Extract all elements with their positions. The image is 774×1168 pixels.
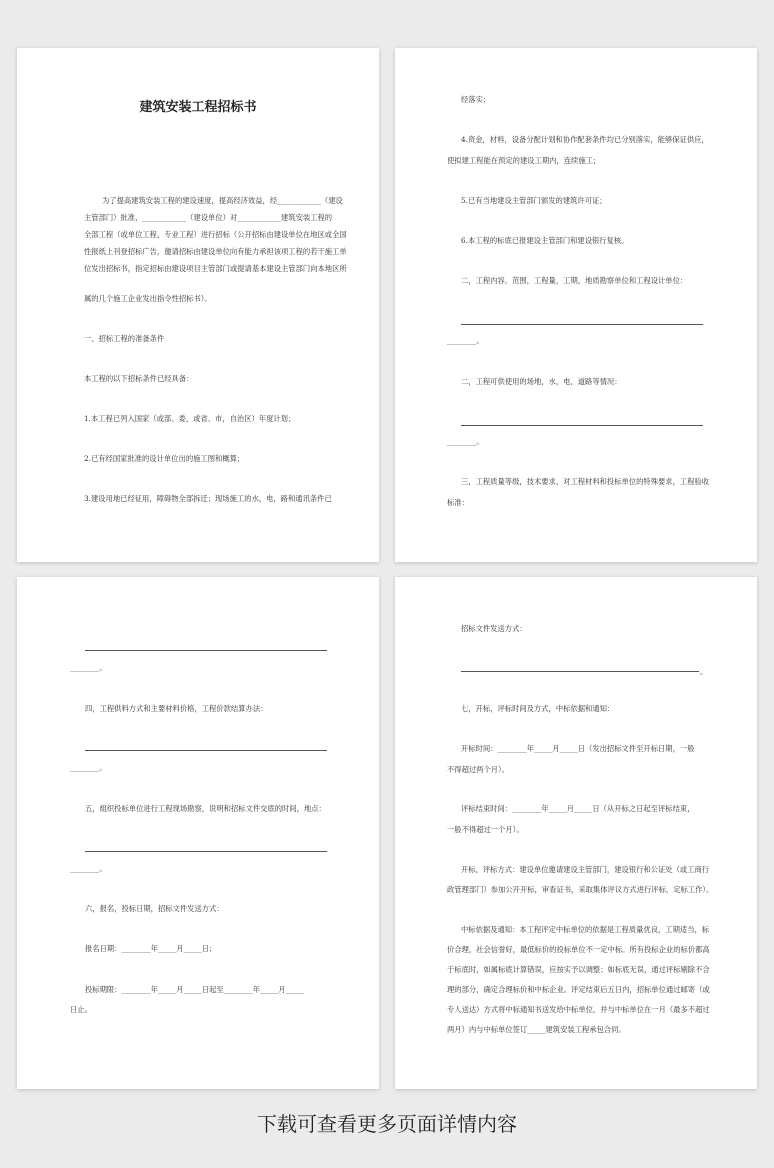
paragraph-line: 经落实； bbox=[461, 95, 491, 104]
paragraph-line: 评标结束时间：________年_____月_____日（从开标之日起至评标结束， bbox=[461, 804, 695, 813]
blank-line-end: ________。 bbox=[70, 864, 107, 873]
section-heading: 六，报名，投标日期，招标文件发送方式： bbox=[85, 904, 224, 913]
paragraph-line: 主管部门）批准，____________（建设单位）对____________建筑安装工程的 bbox=[84, 213, 333, 222]
signup-date: 报名日期：________年_____月_____日； bbox=[85, 944, 217, 953]
paragraph-line: 招标文件发送方式： bbox=[461, 624, 527, 633]
document-page-4 bbox=[395, 577, 757, 1089]
blank-line bbox=[461, 671, 699, 672]
download-more-link[interactable]: 下载可查看更多页面详情内容 bbox=[257, 1112, 517, 1136]
paragraph-line: 一般不得超过一个月）。 bbox=[447, 825, 524, 834]
blank-line bbox=[85, 750, 327, 751]
paragraph-line: 两月）内与中标单位签订_____建筑安装工程承包合同。 bbox=[447, 1025, 626, 1034]
blank-line bbox=[461, 425, 703, 426]
section-heading: 一、招标工程的准备条件 bbox=[84, 334, 165, 343]
list-item: 6.本工程的标底已报建设主管部门和建设银行复核。 bbox=[461, 236, 629, 245]
paragraph-line: 理的部分，确定合理标价和中标企业。评定结束后五日内，招标单位通过邮寄（或 bbox=[447, 985, 710, 994]
paragraph-line: 全部工程（或单位工程，专业工程）进行招标（公开招标由建设单位在地区或全国 bbox=[84, 230, 347, 239]
paragraph-line: 中标依据及通知：本工程评定中标单位的依据是工程质量优良，工期适当，标 bbox=[461, 925, 710, 934]
list-item: 1.本工程已列入国家（或部、委，或省、市，自治区）年度计划； bbox=[84, 414, 296, 423]
paragraph-line: 开标时间：________年_____月_____日（发出招标文件至开标日期，一般 bbox=[461, 744, 695, 753]
paragraph-line: 价合理，社会信誉好，最低标价的投标单位不一定中标。所有投标企业的标价都高 bbox=[447, 945, 710, 954]
section-heading: 二，工程可供使用的场地，水，电，道路等情况： bbox=[461, 377, 622, 386]
paragraph-line: 政管理部门）参加公开开标，审查证书，采取集体评议方式进行评标，定标工作）。 bbox=[447, 885, 714, 894]
blank-line bbox=[461, 324, 703, 325]
list-item: 4.资金，材料，设备分配计划和协作配套条件均已分别落实，能够保证供应， bbox=[461, 135, 709, 144]
paragraph-line: 于标底时，如属标底计算错误，应按实予以调整；如标底无误，通过评标剔除不合 bbox=[447, 965, 710, 974]
section-heading: 四，工程供料方式和主要材料价格，工程价款结算办法： bbox=[85, 704, 268, 713]
paragraph-line: 开标，评标方式：建设单位邀请建设主管部门，建设银行和公证处（或工商行 bbox=[461, 865, 710, 874]
paragraph-line: 本工程的以下招标条件已经具备： bbox=[84, 374, 194, 383]
list-item: 使拟建工程能在预定的建设工期内，连续施工； bbox=[447, 156, 601, 165]
document-page-2 bbox=[395, 48, 757, 562]
blank-line-end: ________。 bbox=[70, 663, 107, 672]
blank-line-end: ________。 bbox=[70, 763, 107, 772]
list-item: 3.建设用地已经征用，障碍物全部拆迁；现场施工的水，电，路和通讯条件已 bbox=[84, 494, 332, 503]
bid-period: 日止。 bbox=[70, 1005, 92, 1014]
paragraph-line: 性报纸上刊登招标广告，邀请招标由建设单位向有能力承担该项工程的若干施工单 bbox=[84, 247, 347, 256]
blank-line-end: ________。 bbox=[447, 336, 484, 345]
paragraph-line: 专人送达）方式将中标通知书送发给中标单位，并与中标单位在一月（最多不超过 bbox=[447, 1005, 710, 1014]
bid-period: 投标期限：________年_____月_____日起至________年_____月_____ bbox=[85, 985, 304, 994]
list-item: 5.已有当地建设主管部门颁发的建筑许可证； bbox=[461, 196, 607, 205]
paragraph-line: 位发出招标书，指定招标由建设项目主管部门或提请基本建设主管部门向本地区所 bbox=[84, 264, 347, 273]
blank-line-end: 。 bbox=[700, 667, 708, 676]
section-heading: 七，开标，评标时间及方式，中标依据和通知： bbox=[461, 704, 615, 713]
paragraph-line: 为了提高建筑安装工程的建设速度，提高经济效益，经____________（建设 bbox=[102, 196, 343, 205]
blank-line bbox=[85, 650, 327, 651]
section-heading: 五，组织投标单位进行工程现场勘察，说明和招标文件交底的时间，地点： bbox=[85, 804, 326, 813]
section-heading: 二，工程内容，范围，工程量，工期，地质勘察单位和工程设计单位： bbox=[461, 276, 688, 285]
blank-line-end: ________。 bbox=[447, 437, 484, 446]
paragraph-line: 不得超过两个月）。 bbox=[447, 765, 510, 774]
document-page-1 bbox=[17, 48, 379, 562]
document-page-3 bbox=[17, 577, 379, 1089]
paragraph-line: 标准： bbox=[447, 498, 469, 507]
section-heading: 三，工程质量等级，技术要求，对工程材料和投标单位的特殊要求，工程验收 bbox=[461, 477, 710, 486]
blank-line bbox=[85, 851, 327, 852]
list-item: 2.已有经国家批准的设计单位出的施工图和概算； bbox=[84, 454, 245, 463]
paragraph-line: 属的几个施工企业发出指令性招标书）。 bbox=[84, 294, 212, 303]
document-title: 建筑安装工程招标书 bbox=[139, 100, 257, 115]
